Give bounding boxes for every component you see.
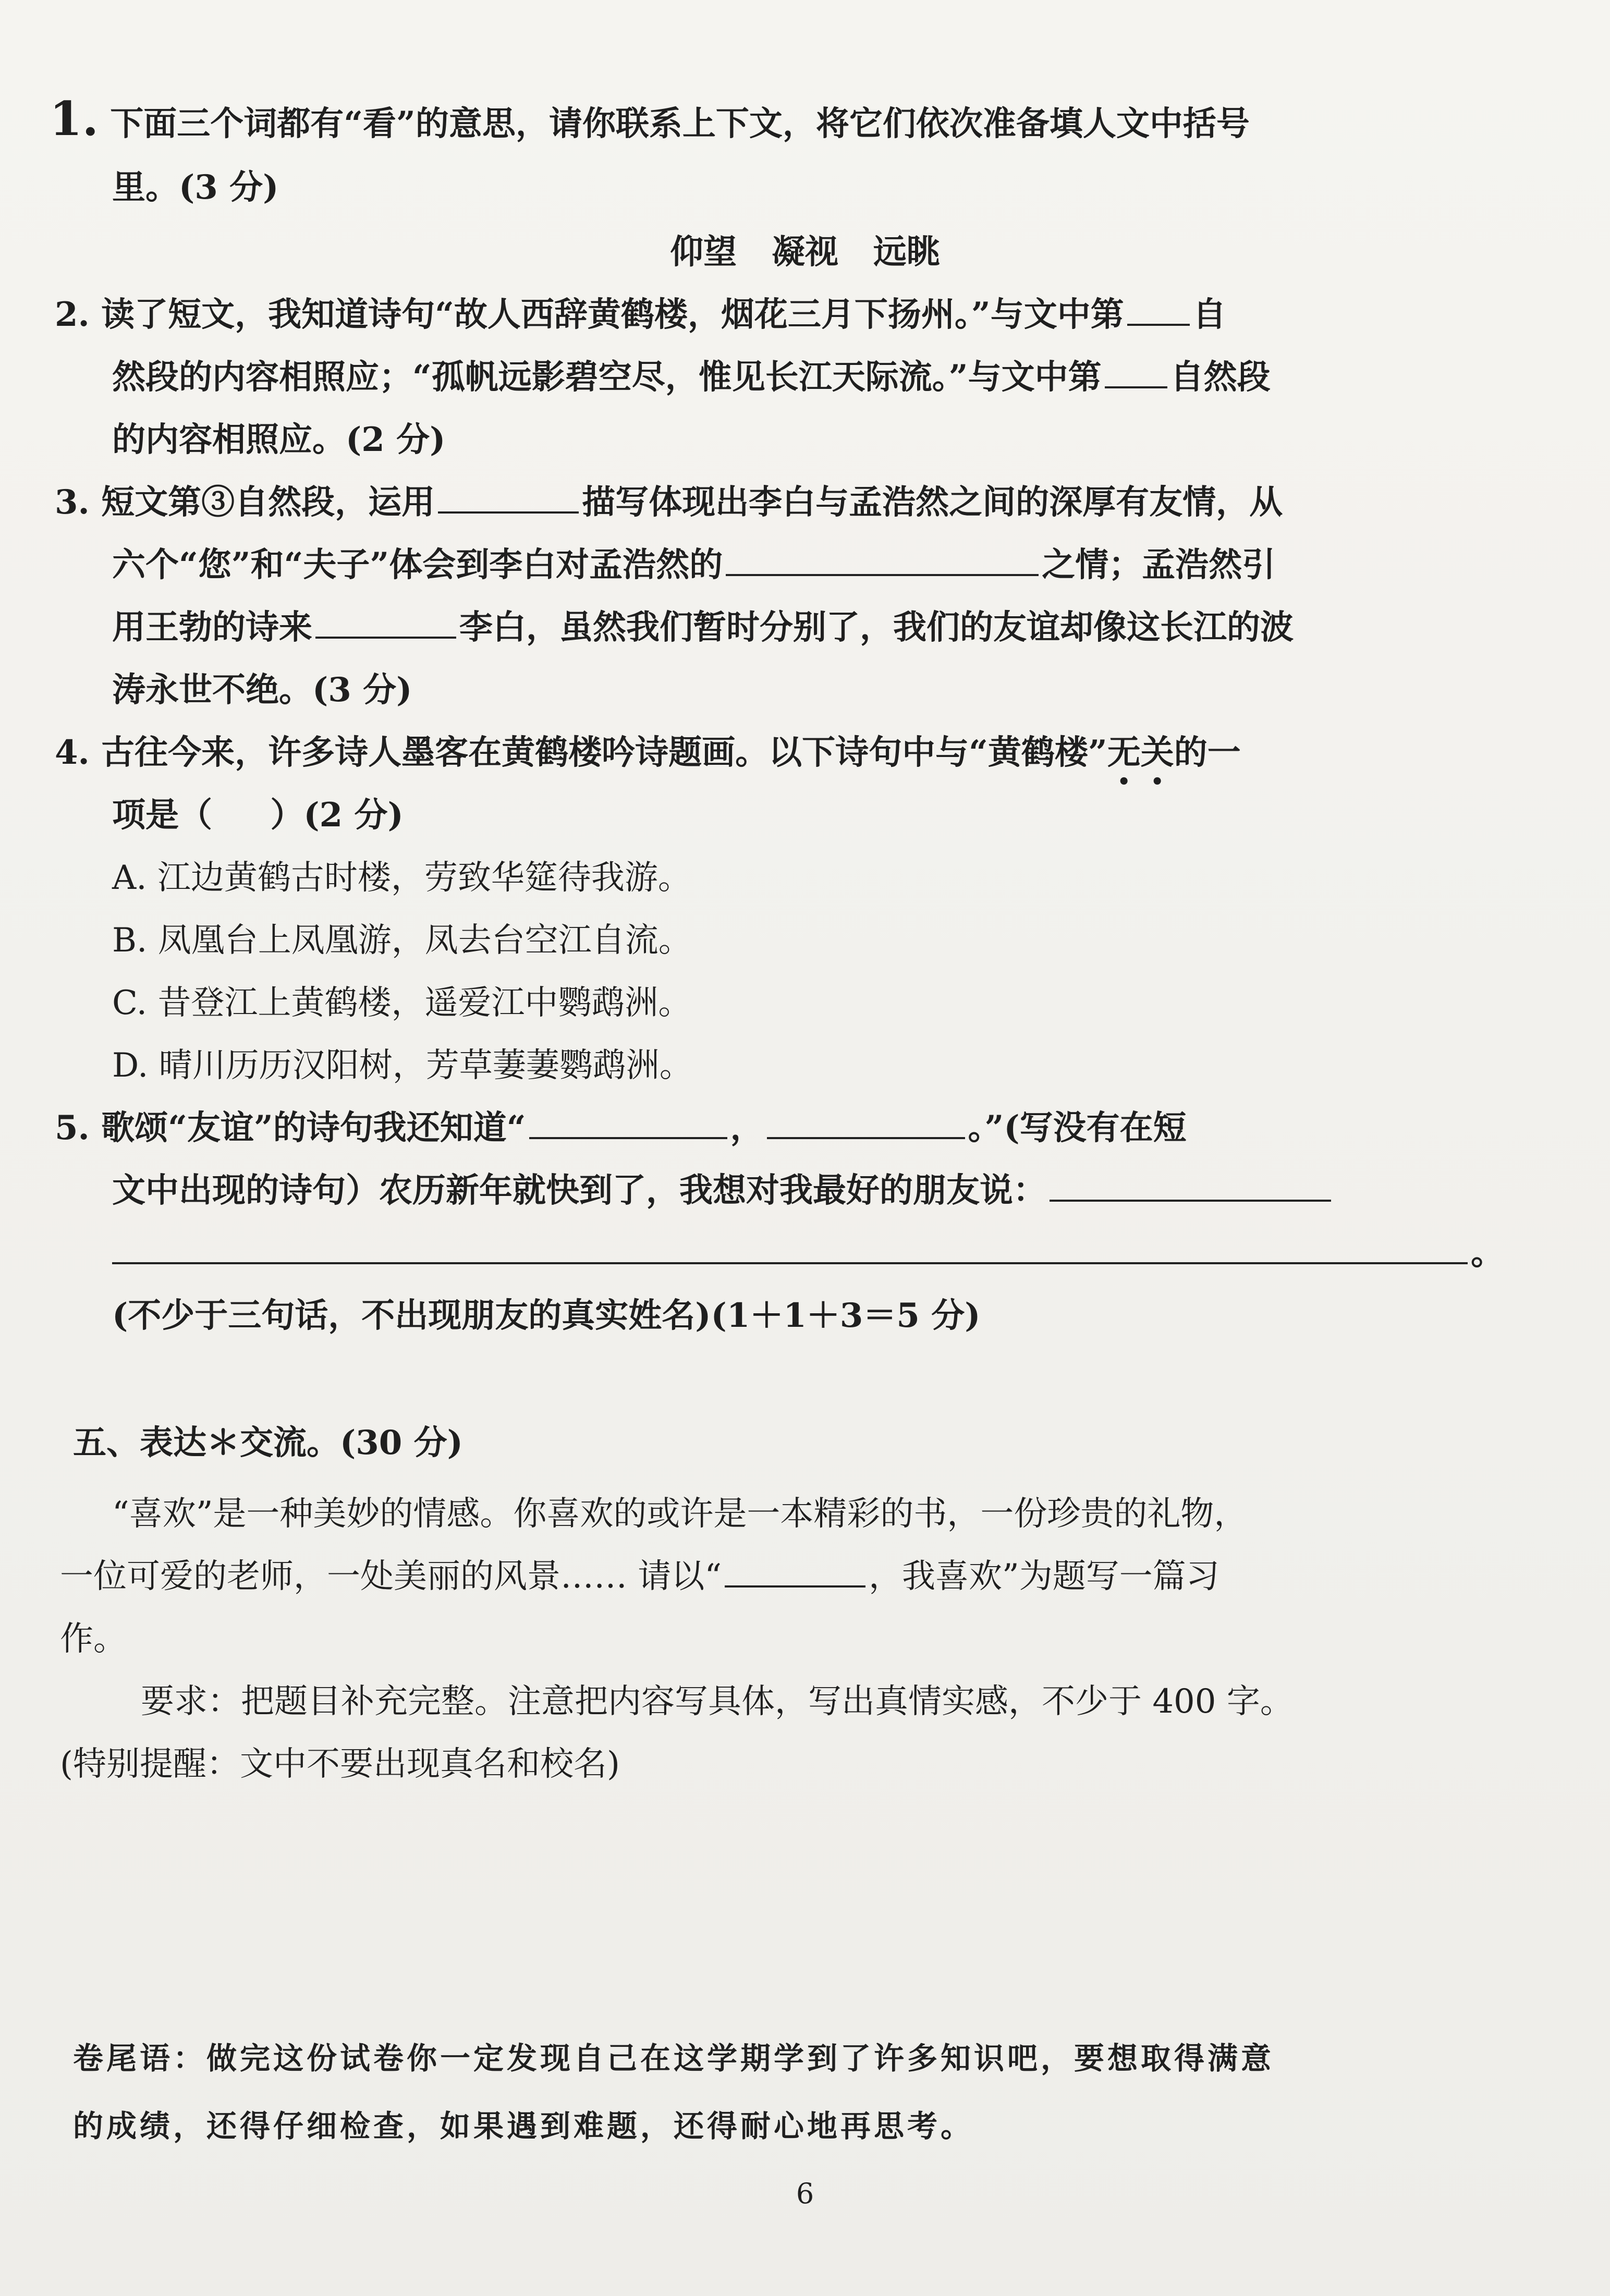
q4-emphasis-1: 无 — [1107, 733, 1141, 772]
q1-line2: 里。(3 分) — [112, 168, 279, 207]
q5-text-1c: 。”(写没有在短 — [968, 1108, 1187, 1147]
section5-title-blank[interactable] — [725, 1554, 865, 1587]
q2-blank-1[interactable] — [1127, 292, 1190, 326]
q4-text-1b: 的一 — [1174, 733, 1241, 772]
section5-reminder: (特别提醒：文中不要出现真名和校名) — [60, 1745, 620, 1784]
q2-text-1b: 自 — [1192, 295, 1226, 334]
closing-line1: 卷尾语：做完这份试卷你一定发现自己在这学期学到了许多知识吧，要想取得满意 — [73, 2041, 1275, 2076]
q1-number: 1. — [50, 91, 99, 146]
q3-text-1b: 描写体现出李白与孟浩然之间的深厚有友情，从 — [582, 483, 1283, 522]
section5-title: 五、表达＊交流。(30 分) — [73, 1423, 463, 1462]
q5-line4: (不少于三句话，不出现朋友的真实姓名)(1＋1＋3＝5 分) — [112, 1296, 981, 1335]
q3-line2 — [112, 540, 1610, 590]
q4-emphasis-2: 关 — [1140, 733, 1174, 772]
q5-text-2: 文中出现的诗句）农历新年就快到了，我想对我最好的朋友说： — [112, 1171, 1046, 1210]
q5-blank-2[interactable] — [767, 1106, 965, 1139]
q5-line3 — [112, 1228, 1610, 1278]
q5-blank-4[interactable] — [112, 1231, 1468, 1264]
q3-line3 — [112, 603, 1610, 653]
q4-text-1a: 古往今来，许多诗人墨客在黄鹤楼吟诗题画。以下诗句中与“黄鹤楼” — [101, 733, 1107, 772]
q4-option-b[interactable]: B. 凤凰台上凤凰游，凤去台空江自流。 — [112, 921, 692, 960]
page-number: 6 — [796, 2177, 814, 2210]
q2-text-2b: 自然段 — [1170, 358, 1271, 397]
q2-number: 2. — [55, 295, 90, 334]
q2-text-2a: 然段的内容相照应；“孤帆远影碧空尽，惟见长江天际流。”与文中第 — [112, 358, 1102, 397]
q4-line1 — [55, 728, 1610, 778]
q2-line1 — [55, 290, 1610, 340]
q3-line4: 涛永世不绝。(3 分) — [112, 670, 412, 710]
section5-paragraph-line1: “喜欢”是一种美妙的情感。你喜欢的或许是一本精彩的书，一份珍贵的礼物， — [112, 1495, 1248, 1533]
q3-text-2b: 之情；孟浩然引 — [1042, 545, 1276, 584]
q3-text-3a: 用王勃的诗来 — [112, 608, 312, 647]
q5-text-1a: 歌颂“友谊”的诗句我还知道“ — [101, 1108, 526, 1147]
q2-line2 — [112, 352, 1610, 402]
section5-paragraph-line3: 作。 — [60, 1620, 127, 1658]
q1-word-list: 仰望 凝视 远眺 — [670, 233, 940, 272]
q5-blank-1[interactable] — [529, 1106, 727, 1139]
q5-number: 5. — [55, 1108, 90, 1147]
q1-line1 — [50, 91, 1610, 149]
q4-line2: 项是（ ）(2 分) — [112, 796, 404, 835]
q3-number: 3. — [55, 483, 90, 522]
q3-text-3b: 李白，虽然我们暂时分别了，我们的友谊却像这长江的波 — [459, 608, 1294, 647]
section5-text-2b: ，我喜欢”为题写一篇习 — [869, 1557, 1219, 1596]
q3-blank-2[interactable] — [726, 543, 1039, 576]
q3-blank-1[interactable] — [438, 480, 579, 514]
q5-line2 — [112, 1166, 1610, 1216]
q5-text-1b: ， — [730, 1108, 764, 1147]
q1-text-1: 下面三个词都有“看”的意思，请你联系上下文，将它们依次准备填人文中括号 — [110, 104, 1250, 143]
q4-option-c[interactable]: C. 昔登江上黄鹤楼，遥爱江中鹦鹉洲。 — [112, 984, 692, 1022]
q2-line3: 的内容相照应。(2 分) — [112, 420, 446, 459]
q3-line1 — [55, 478, 1610, 528]
q2-blank-2[interactable] — [1105, 355, 1167, 388]
q3-text-2a: 六个“您”和“夫子”体会到李白对孟浩然的 — [112, 545, 723, 584]
section5-requirement: 要求：把题目补充完整。注意把内容写具体，写出真情实感，不少于 400 字。 — [141, 1682, 1294, 1721]
q3-blank-3[interactable] — [315, 605, 456, 639]
section5-paragraph-line2 — [60, 1552, 1610, 1602]
q4-option-a[interactable]: A. 江边黄鹤古时楼，劳致华筵待我游。 — [112, 859, 691, 897]
q4-number: 4. — [55, 733, 90, 772]
q2-text-1a: 读了短文，我知道诗句“故人西辞黄鹤楼，烟花三月下扬州。”与文中第 — [101, 295, 1124, 334]
q5-text-3-end: 。 — [1471, 1234, 1504, 1273]
q5-blank-3[interactable] — [1050, 1168, 1331, 1202]
closing-line2: 的成绩，还得仔细检查，如果遇到难题，还得耐心地再思考。 — [73, 2108, 974, 2144]
q5-line1 — [55, 1103, 1610, 1153]
q3-text-1a: 短文第③自然段，运用 — [101, 483, 435, 522]
section5-text-2a: 一位可爱的老师，一处美丽的风景…… 请以“ — [60, 1557, 722, 1596]
q4-option-d[interactable]: D. 晴川历历汉阳树，芳草萋萋鹦鹉洲。 — [112, 1046, 693, 1085]
